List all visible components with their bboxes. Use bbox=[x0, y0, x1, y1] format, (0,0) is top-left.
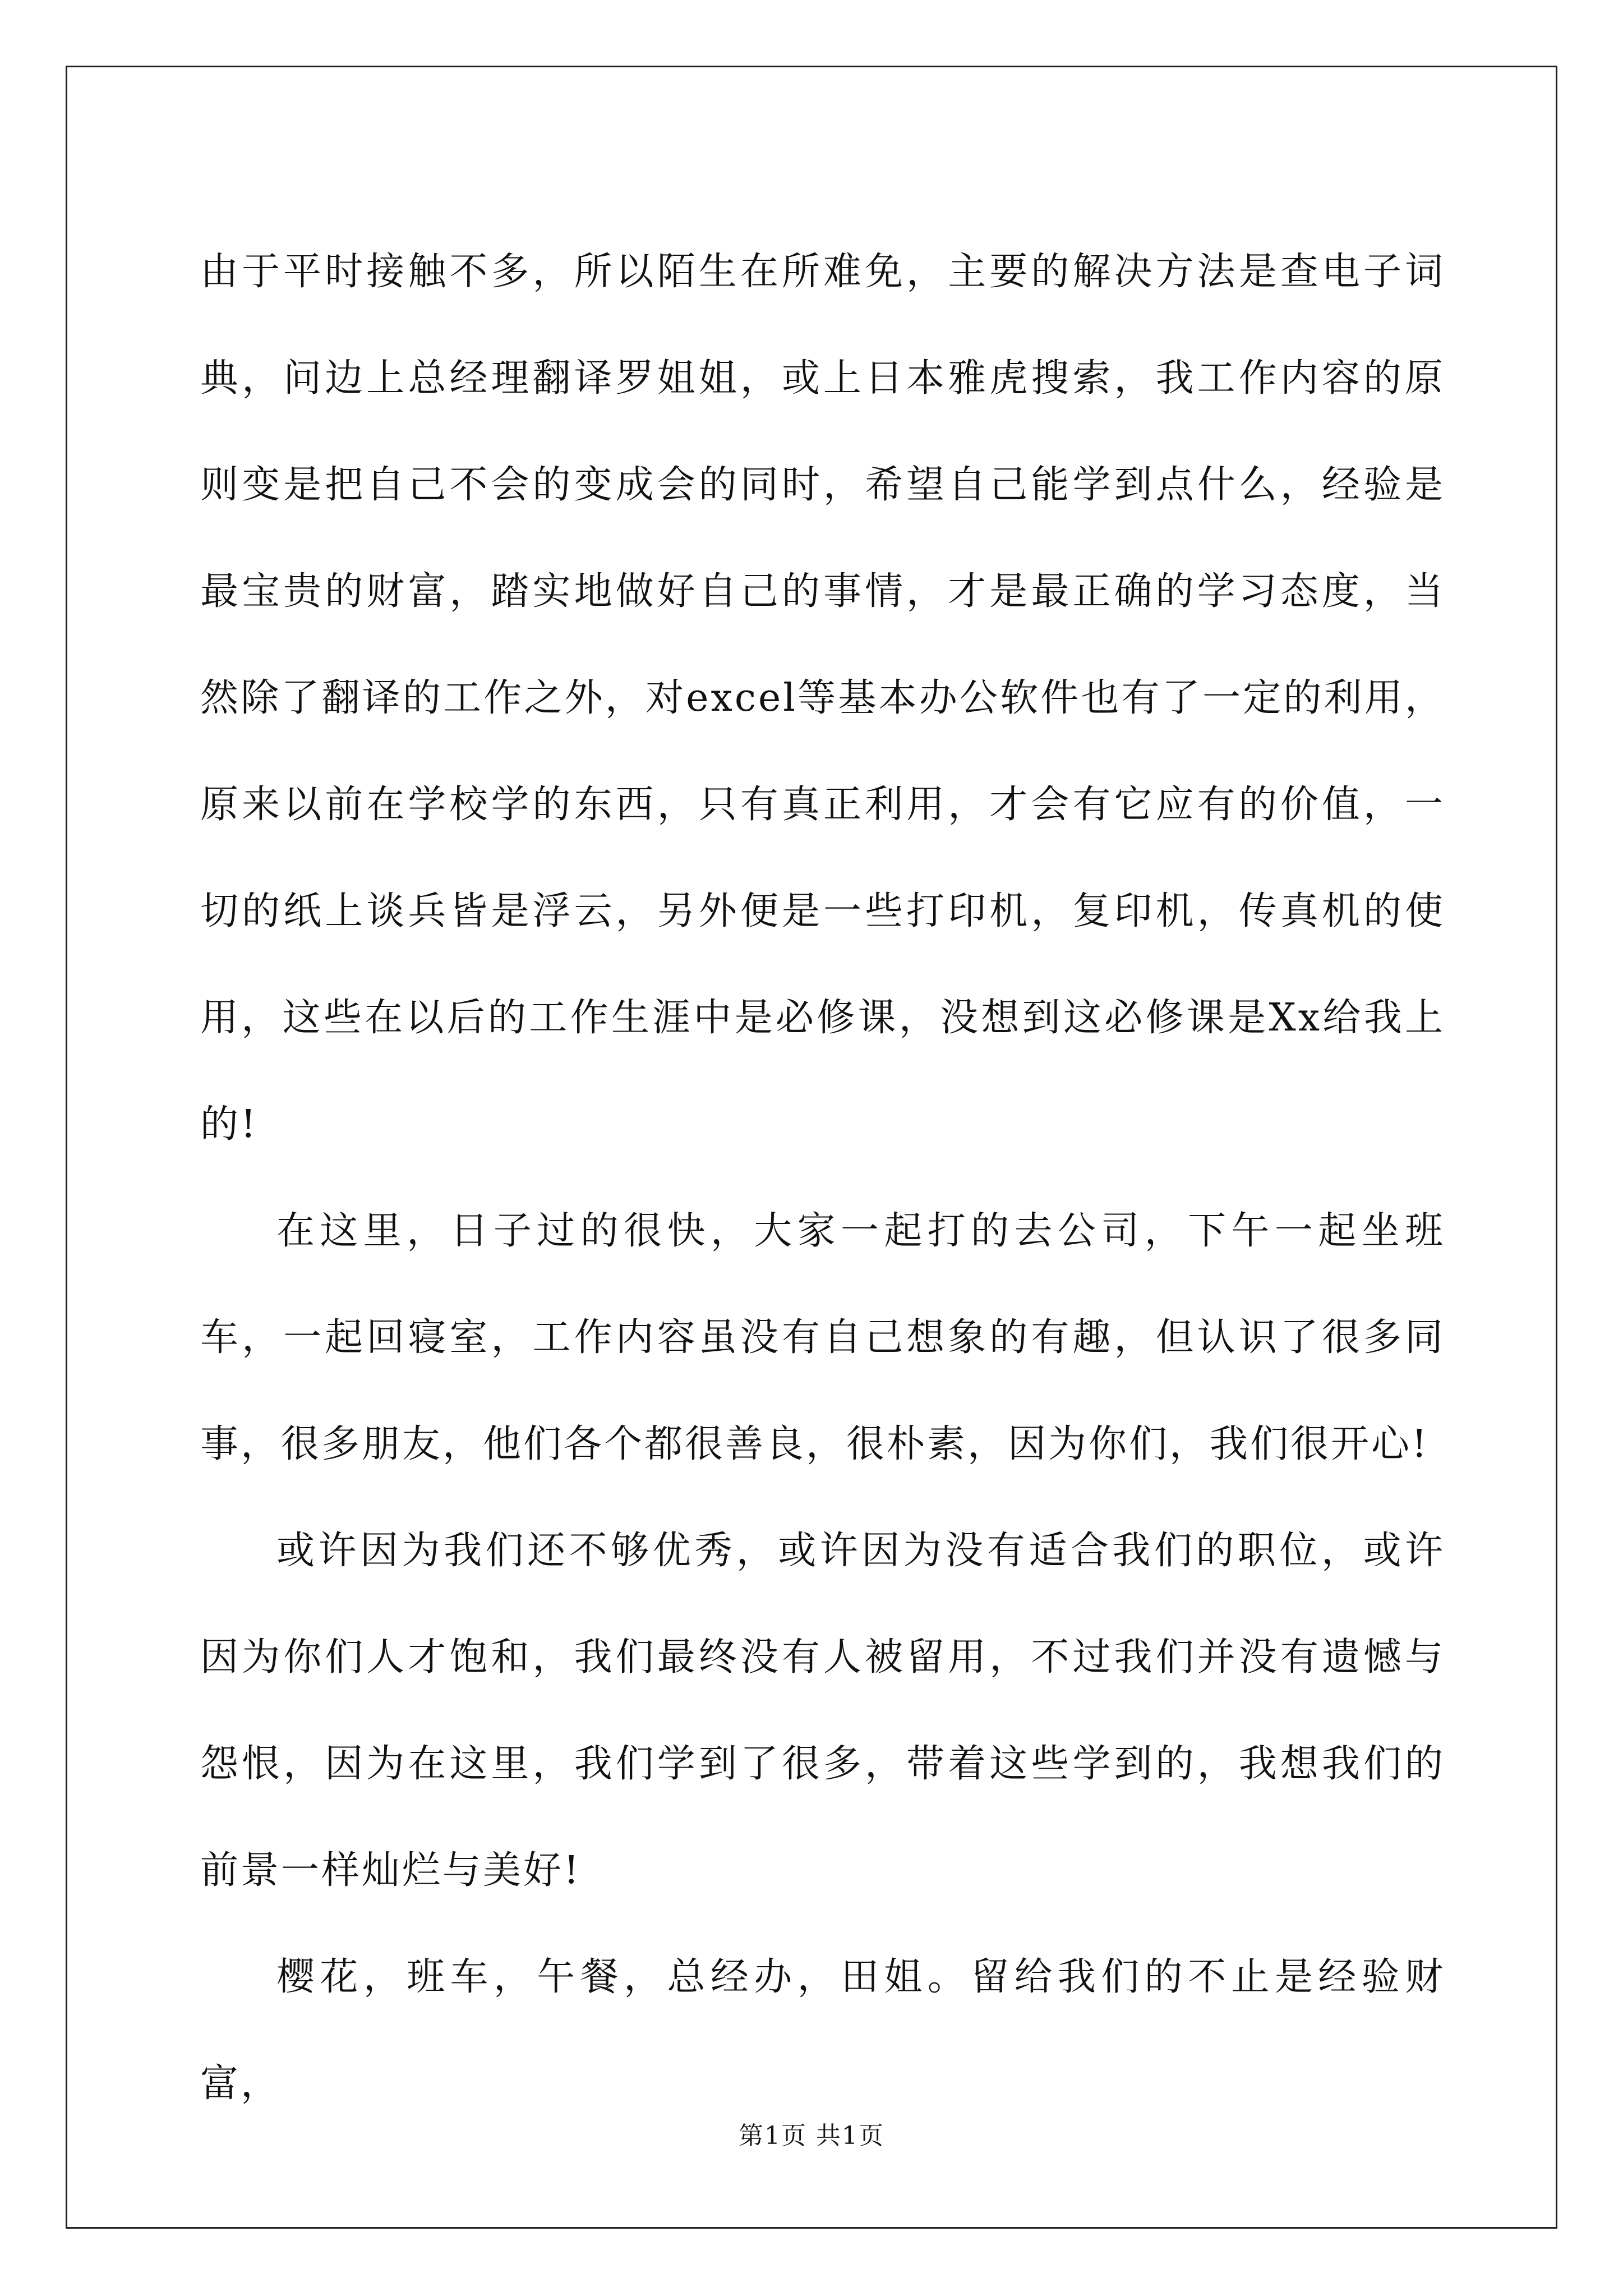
page-footer: 第1页 共1页 bbox=[739, 2122, 884, 2150]
paragraph: 由于平时接触不多，所以陌生在所难免，主要的解决方法是查电子词典，问边上总经理翻译罗姐姐，或上日本雅虎搜索，我工作内容的原则变是把自己不会的变成会的同时，希望自己能学到点什么，经验是最宝贵的财富，踏实地做好自己的事情，才是最正确的学习态度，当然除了翻译的工作之外，对excel等基本办公软件也有了一定的利用，原来以前在学校学的东西，只有真正利用，才会有它应有的价值，一切的纸上谈兵皆是浮云，另外便是一些打印机，复印机，传真机的使用，这些在以后的工作生涯中是必修课，没想到这必修课是Xx给我上的! bbox=[200, 250, 1445, 1147]
paragraph: 或许因为我们还不够优秀，或许因为没有适合我们的职位，或许因为你们人才饱和，我们最终没有人被留用，不过我们并没有遗憾与怨恨，因为在这里，我们学到了很多，带着这些学到的，我想我们的前景一样灿烂与美好! bbox=[200, 1529, 1445, 1893]
paragraph: 樱花，班车，午餐，总经办，田姐。留给我们的不止是经验财富， bbox=[200, 1955, 1445, 2106]
paragraph: 在这里，日子过的很快，大家一起打的去公司，下午一起坐班车，一起回寝室，工作内容虽没有自己想象的有趣，但认识了很多同事，很多朋友，他们各个都很善良，很朴素，因为你们，我们很开心! bbox=[200, 1209, 1445, 1466]
document-body bbox=[200, 219, 1445, 2137]
